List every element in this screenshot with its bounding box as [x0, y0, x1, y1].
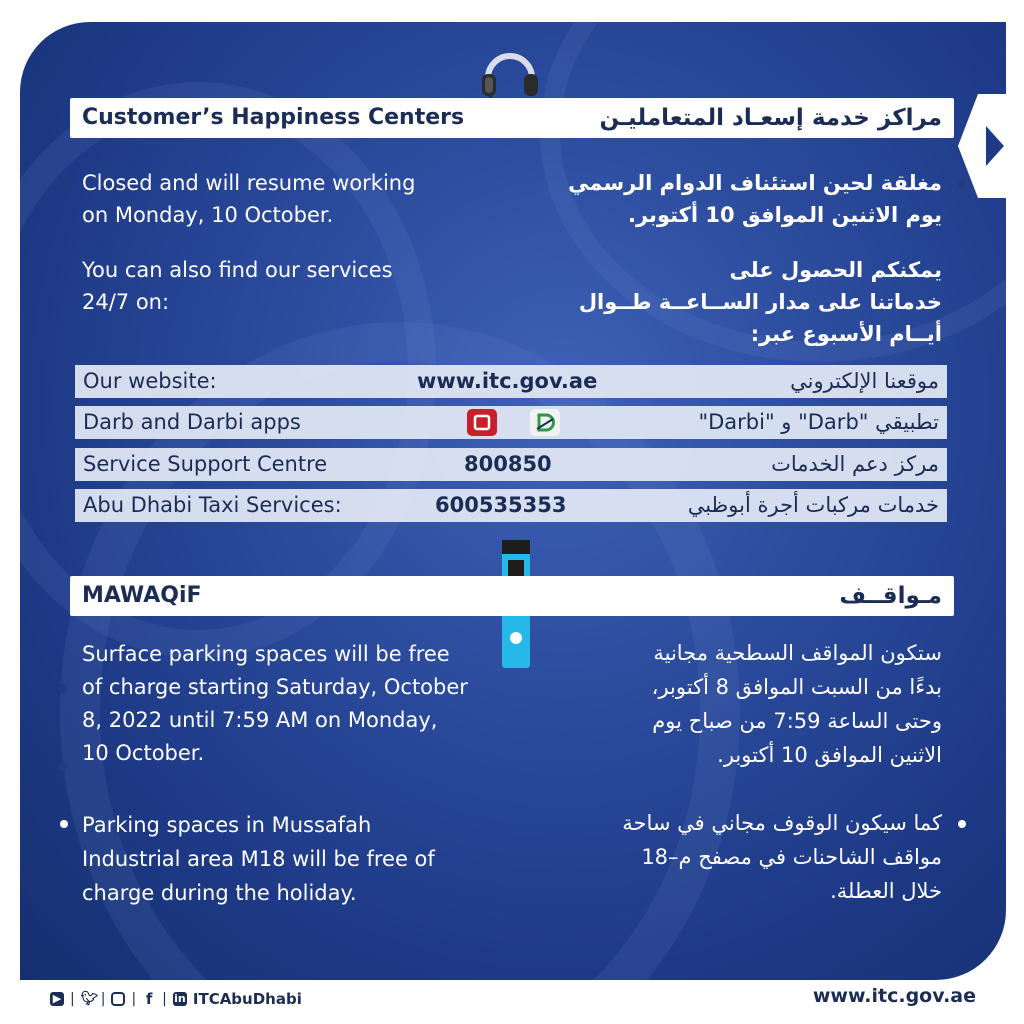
social-links: ▶ | 🐦︎ | | f | in ITCAbuDhabi [50, 988, 302, 1010]
also-find-text-en: You can also find our services 24/7 on: [82, 258, 393, 314]
support-phone-number[interactable]: 800850 [464, 452, 552, 476]
bullet [58, 762, 67, 771]
service-row-support [75, 448, 947, 481]
bullet [958, 180, 967, 189]
website-link[interactable]: www.itc.gov.ae [417, 369, 598, 393]
instagram-icon[interactable] [111, 992, 125, 1006]
closed-text-ar: مغلقة لحين استئناف الدوام الرسمي يوم الاثنين الموافق 10 أكتوبر. [568, 171, 942, 227]
service-row-taxi [75, 489, 947, 522]
darb-app-icon[interactable] [467, 409, 497, 436]
taxi-phone-number[interactable]: 600535353 [435, 493, 567, 517]
closed-text-en: Closed and will resume working on Monday, 10 October. [82, 171, 416, 227]
darbi-app-icon[interactable] [530, 409, 560, 436]
service-label-en: Darb and Darbi apps [83, 410, 301, 434]
service-row-website [75, 365, 947, 398]
twitter-icon[interactable]: 🐦︎ [80, 991, 99, 1007]
service-label-en: Our website: [83, 369, 217, 393]
bullet [58, 180, 67, 189]
service-label-ar: خدمات مركبات أجرة أبوظبي [687, 493, 939, 517]
mawaqif-text2-ar: كما سيكون الوقوف مجاني في ساحة مواقف الشاحنات في مصفح م–18 خلال العطلة. [622, 811, 942, 903]
mawaqif-text1-ar: ستكون المواقف السطحية مجانية بدءًا من السبت الموافق 8 أكتوبر، وحتى الساعة 7:59 من صباح يوم الاثنين الموافق 10 أكتوبر. [651, 641, 942, 767]
service-row-apps [75, 406, 947, 439]
mawaqif-title-en: MAWAQiF [82, 583, 202, 608]
mawaqif-text2-en: Parking spaces in Mussafah Industrial area M18 will be free of charge during the holiday. [82, 813, 435, 905]
mawaqif-title-ar: مـواقــف [839, 583, 942, 609]
service-label-ar: مركز دعم الخدمات [771, 452, 939, 476]
mawaqif-header [70, 576, 954, 616]
linkedin-icon[interactable]: in [174, 992, 186, 1005]
bullet [58, 684, 67, 693]
service-label-ar: موقعنا الإلكتروني [790, 369, 939, 393]
happiness-title-en: Customer’s Happiness Centers [82, 105, 465, 130]
bullet [60, 820, 68, 828]
bullet [958, 820, 966, 828]
happiness-centers-header [70, 98, 954, 138]
service-label-en: Abu Dhabi Taxi Services: [83, 493, 342, 517]
social-handle[interactable]: ITCAbuDhabi [192, 990, 302, 1008]
happiness-title-ar: مراكز خدمة إسعـاد المتعامليـن [599, 105, 942, 131]
also-find-text-ar: يمكنكم الحصول على خدماتنا على مدار الســاعــة طــوال أيــام الأسبوع عبر: [578, 258, 942, 346]
facebook-icon[interactable]: f [145, 990, 153, 1008]
youtube-icon[interactable]: ▶ [50, 992, 64, 1006]
chevron-right-icon [958, 94, 1024, 198]
service-label-en: Service Support Centre [83, 452, 328, 476]
mawaqif-text1-en: Surface parking spaces will be free of charge starting Saturday, October 8, 2022 until 7:59 AM on Monday, 10 October. [82, 642, 468, 765]
footer-website-link[interactable]: www.itc.gov.ae [812, 985, 976, 1007]
service-label-ar: تطبيقي "Darb" و "Darbi" [698, 410, 939, 434]
